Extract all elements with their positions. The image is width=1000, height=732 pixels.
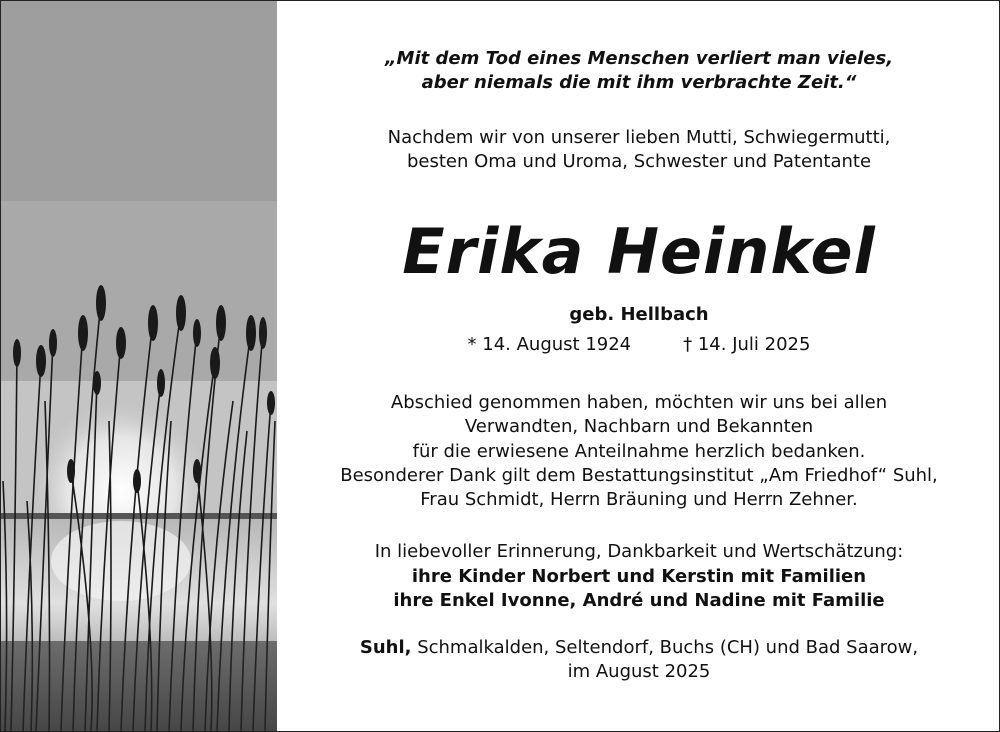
death-date: † 14. Juli 2025 <box>683 334 811 355</box>
family-intro: In liebevoller Erinnerung, Dankbarkeit und Wertschätzung: <box>374 541 904 562</box>
reed-lake-photo <box>1 1 277 731</box>
place-city-bold: Suhl, <box>359 637 412 658</box>
intro-line-1: Nachdem wir von unserer lieben Mutti, Schwiegermutti, <box>387 127 891 148</box>
reed-silhouette-icon <box>1 1 277 731</box>
thanks-line-4: Besonderer Dank gilt dem Bestattungsinstitut „Am Friedhof“ Suhl, <box>340 465 938 486</box>
thanks-line-2: Verwandten, Nachbarn und Bekannten <box>464 416 814 437</box>
family-children: ihre Kinder Norbert und Kerstin mit Familien <box>411 566 867 587</box>
thanks-line-3: für die erwiesene Anteilnahme herzlich bedanken. <box>412 441 866 462</box>
quote-line-2: aber niemals die mit ihm verbrachte Zeit.“ <box>421 72 857 93</box>
deceased-name: Erika Heinkel <box>402 215 876 288</box>
intro-line-2: besten Oma und Uroma, Schwester und Patentante <box>406 151 872 172</box>
family-grandchildren: ihre Enkel Ivonne, André und Nadine mit Familie <box>393 590 885 611</box>
place-cities-rest: Schmalkalden, Seltendorf, Buchs (CH) und Bad Saarow, <box>411 637 919 658</box>
place-date: im August 2025 <box>567 661 711 682</box>
notice-text-column <box>279 1 999 731</box>
birth-date: * 14. August 1924 <box>467 334 632 355</box>
place-line <box>279 637 999 658</box>
life-dates <box>279 334 999 355</box>
quote-line-1: „Mit dem Tod eines Menschen verliert man vieles, <box>384 48 894 69</box>
thanks-line-1: Abschied genommen haben, möchten wir uns bei allen <box>390 392 888 413</box>
thanks-line-5: Frau Schmidt, Herrn Bräuning und Herrn Zehner. <box>420 489 858 510</box>
maiden-name: geb. Hellbach <box>569 304 709 325</box>
